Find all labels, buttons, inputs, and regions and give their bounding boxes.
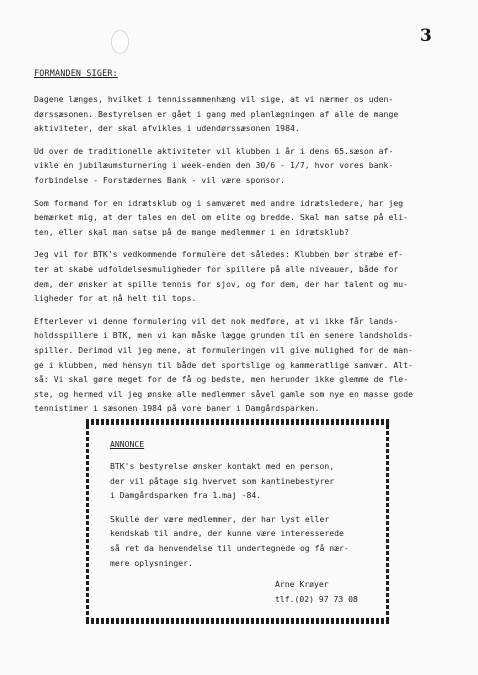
signature-name: Arne Krøyer	[275, 579, 329, 589]
text-line: ge i klubben, med hensyn til både det sportslige og kammeratlige samvær. Alt-	[34, 359, 414, 370]
text-line: spiller. Derimod vil jeg mene, at formuleringen vil give mulighed for de man-	[34, 344, 414, 355]
box-border-left	[86, 425, 89, 618]
box-border-right	[386, 425, 389, 618]
text-line: Ud over de traditionelle aktiviteter vil klubben i år i dens 65.sæson af-	[34, 145, 394, 156]
text-line: forbindelse - Forstædernes Bank - vil være sponsor.	[34, 174, 286, 185]
text-line: så: Vi skal gøre meget for de få og bedste, men herunder ikke glemme de fle-	[34, 374, 409, 385]
text-line: bemærket mig, at der tales en del om elite og bredde. Skal man satse på eli-	[34, 212, 409, 223]
signature-phone: tlf.(02) 97 73 08	[275, 594, 358, 604]
article	[34, 68, 446, 424]
text-line: BTK's bestyrelse ønsker kontakt med en person,	[110, 461, 335, 471]
text-line: ligheder for at nå helt til tops.	[34, 293, 197, 304]
announcement-paragraph	[110, 459, 370, 503]
text-line: Jeg vil for BTK's vedkommende formulere det således: Klubben bør stræbe ef-	[34, 249, 404, 260]
text-line: vikle en jubilæumsturnering i week-enden den 30/6 - 1/7, hvor vores bank-	[34, 160, 394, 171]
text-line: ter at skabe udfoldelsesmuligheder for spillere på alle niveauer, både for	[34, 263, 399, 274]
signature	[275, 577, 358, 607]
announcement-title: ANNONCE	[110, 439, 145, 449]
article-heading: FORMANDEN SIGER:	[34, 68, 118, 78]
paragraph	[34, 314, 446, 416]
text-line: holdsspillere i BTK, men vi kan måske lægge grunden til en senere landsholds-	[34, 330, 414, 341]
box-border-top	[86, 419, 389, 425]
text-line: der vil påtage sig hvervet som kantinebestyrer	[110, 475, 335, 486]
announcement-content	[110, 439, 370, 604]
text-line: ste, og hermed vil jeg ønske alle medlemmer såvel gamle som nye en masse gode	[34, 388, 414, 399]
paragraph	[34, 144, 446, 188]
paragraph	[34, 92, 446, 136]
text-line: kendskab til andre, der kunne være interesserede	[110, 528, 344, 539]
announcement-paragraph	[110, 512, 370, 570]
announcement-box	[86, 419, 389, 624]
paragraph	[34, 247, 446, 305]
text-line: Skulle der være medlemmer, der har lyst eller	[110, 513, 330, 524]
text-line: ten, eller skal man satse på de mange medlemmer i en idrætsklub?	[34, 226, 350, 237]
page-number: 3	[420, 26, 432, 46]
text-line: Dagene længes, hvilket i tennissammenhæng vil sige, at vi nærmer os uden-	[34, 94, 394, 104]
text-line: tennistimer i sæsonen 1984 på vore baner i Damgårdsparken.	[34, 403, 320, 414]
paragraph	[34, 196, 446, 240]
box-border-bottom	[86, 618, 389, 624]
text-line: Efterlever vi denne formulering vil det nok medføre, at vi ikke får lands-	[34, 315, 399, 326]
text-line: aktiviteter, der skal afvikles i udendørssæsonen 1984.	[34, 123, 300, 134]
text-line: dem, der ønsker at spille tennis for sjov, og for dem, der har talent og mu-	[34, 278, 409, 289]
text-line: så ret da henvendelse til undertegnede og få nær-	[110, 542, 349, 553]
text-line: mere oplysninger.	[110, 557, 193, 568]
text-line: Som formand for en idrætsklub og i samværet med andre idrætsledere, har jeg	[34, 197, 404, 208]
text-line: dørssæsonen. Bestyrelsen er gået i gang med planlægningen af alle de mange	[34, 108, 399, 119]
text-line: i Damgårdsparken fra 1.maj -84.	[110, 490, 262, 501]
punch-hole	[111, 30, 129, 54]
